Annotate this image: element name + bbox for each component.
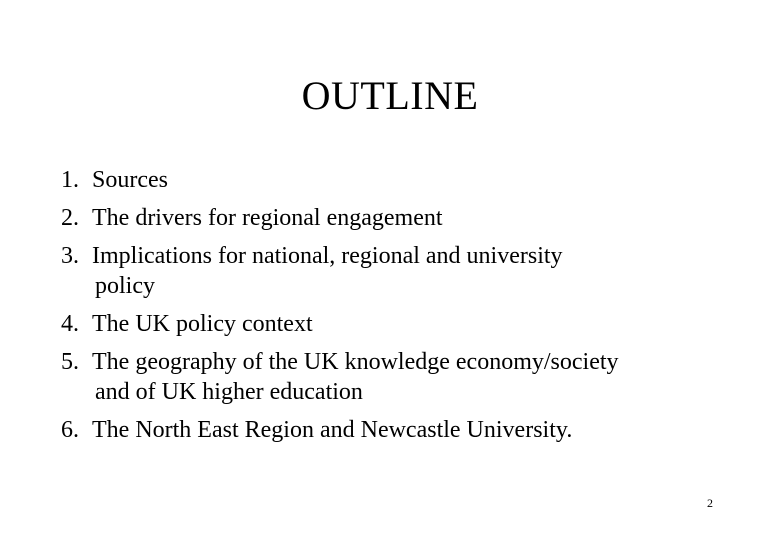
outline-item-line: The geography of the UK knowledge economy/society xyxy=(92,349,619,375)
outline-item-number: 4. xyxy=(61,311,79,337)
outline-item-6 xyxy=(61,411,761,449)
outline-item-text xyxy=(92,199,761,237)
outline-item-text xyxy=(92,343,761,411)
outline-list xyxy=(61,161,761,449)
outline-item-text xyxy=(92,161,761,199)
outline-item-text xyxy=(92,411,761,449)
outline-item-line: Implications for national, regional and university xyxy=(92,243,563,269)
outline-item-2 xyxy=(61,199,761,237)
slide-title: OUTLINE xyxy=(301,73,479,118)
outline-item-text xyxy=(92,237,761,305)
outline-item-text xyxy=(92,305,761,343)
outline-item-number: 5. xyxy=(61,349,79,375)
outline-item-line: Sources xyxy=(92,167,168,193)
outline-item-4 xyxy=(61,305,761,343)
outline-item-line-continued: and of UK higher education xyxy=(95,379,363,405)
page-number: 2 xyxy=(707,496,713,510)
outline-item-3 xyxy=(61,237,761,305)
outline-item-line: The drivers for regional engagement xyxy=(92,205,443,231)
outline-item-number: 3. xyxy=(61,243,79,269)
outline-item-number: 6. xyxy=(61,417,79,443)
outline-item-line: The UK policy context xyxy=(92,311,313,337)
outline-item-5 xyxy=(61,343,761,411)
outline-item-number: 2. xyxy=(61,205,79,231)
outline-item-line: The North East Region and Newcastle University. xyxy=(92,417,573,443)
outline-item-line-continued: policy xyxy=(95,273,155,299)
outline-item-number: 1. xyxy=(61,167,79,193)
outline-item-1 xyxy=(61,161,761,199)
